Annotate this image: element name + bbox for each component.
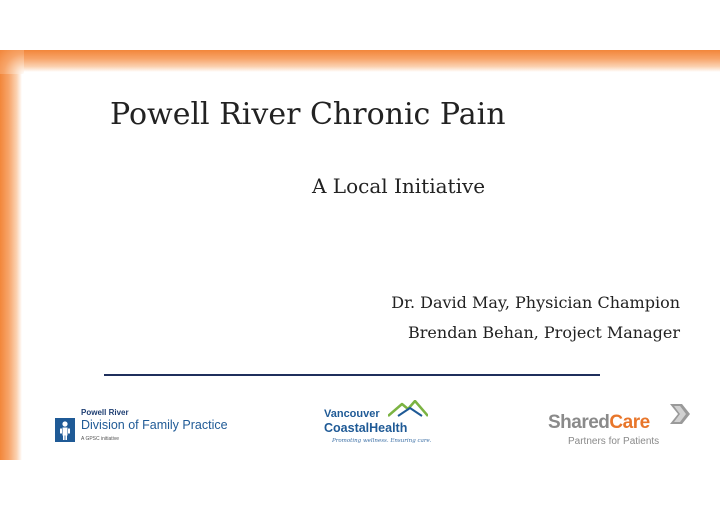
divider-rule — [104, 374, 600, 376]
logo-text — [324, 421, 407, 435]
slide-frame-corner — [0, 50, 24, 74]
slide — [0, 50, 720, 460]
logo-text: Coastal — [324, 421, 370, 435]
presenter-credits — [391, 288, 680, 348]
logo-text: Division of Family Practice — [81, 418, 228, 432]
logo-tagline: Promoting wellness. Ensuring care. — [332, 438, 432, 444]
logo-tagline: Partners for Patients — [568, 436, 660, 447]
logo-text: Shared — [548, 412, 610, 433]
logo-text: A GPSC initiative — [81, 436, 120, 442]
logo-sharedcare — [546, 402, 696, 450]
presenter-line: Dr. David May, Physician Champion — [391, 293, 680, 312]
slide-subtitle: A Local Initiative — [312, 174, 486, 198]
logo-vancouver-coastal-health — [322, 404, 434, 454]
logo-text: Care — [609, 412, 650, 433]
slide-frame-left — [0, 50, 22, 460]
slide-title: Powell River Chronic Pain — [110, 97, 506, 132]
slide-frame-top — [0, 50, 720, 72]
logo-text: Vancouver — [324, 408, 380, 420]
logo-text: Powell River — [81, 408, 129, 417]
logo-text: Health — [369, 421, 408, 435]
presenter-line: Brendan Behan, Project Manager — [408, 323, 680, 342]
logo-text — [548, 412, 650, 434]
family-practice-icon — [55, 418, 75, 442]
sharedcare-chevron-icon — [666, 402, 694, 426]
mountain-icon — [388, 400, 428, 418]
logo-powell-river-division — [55, 408, 245, 450]
